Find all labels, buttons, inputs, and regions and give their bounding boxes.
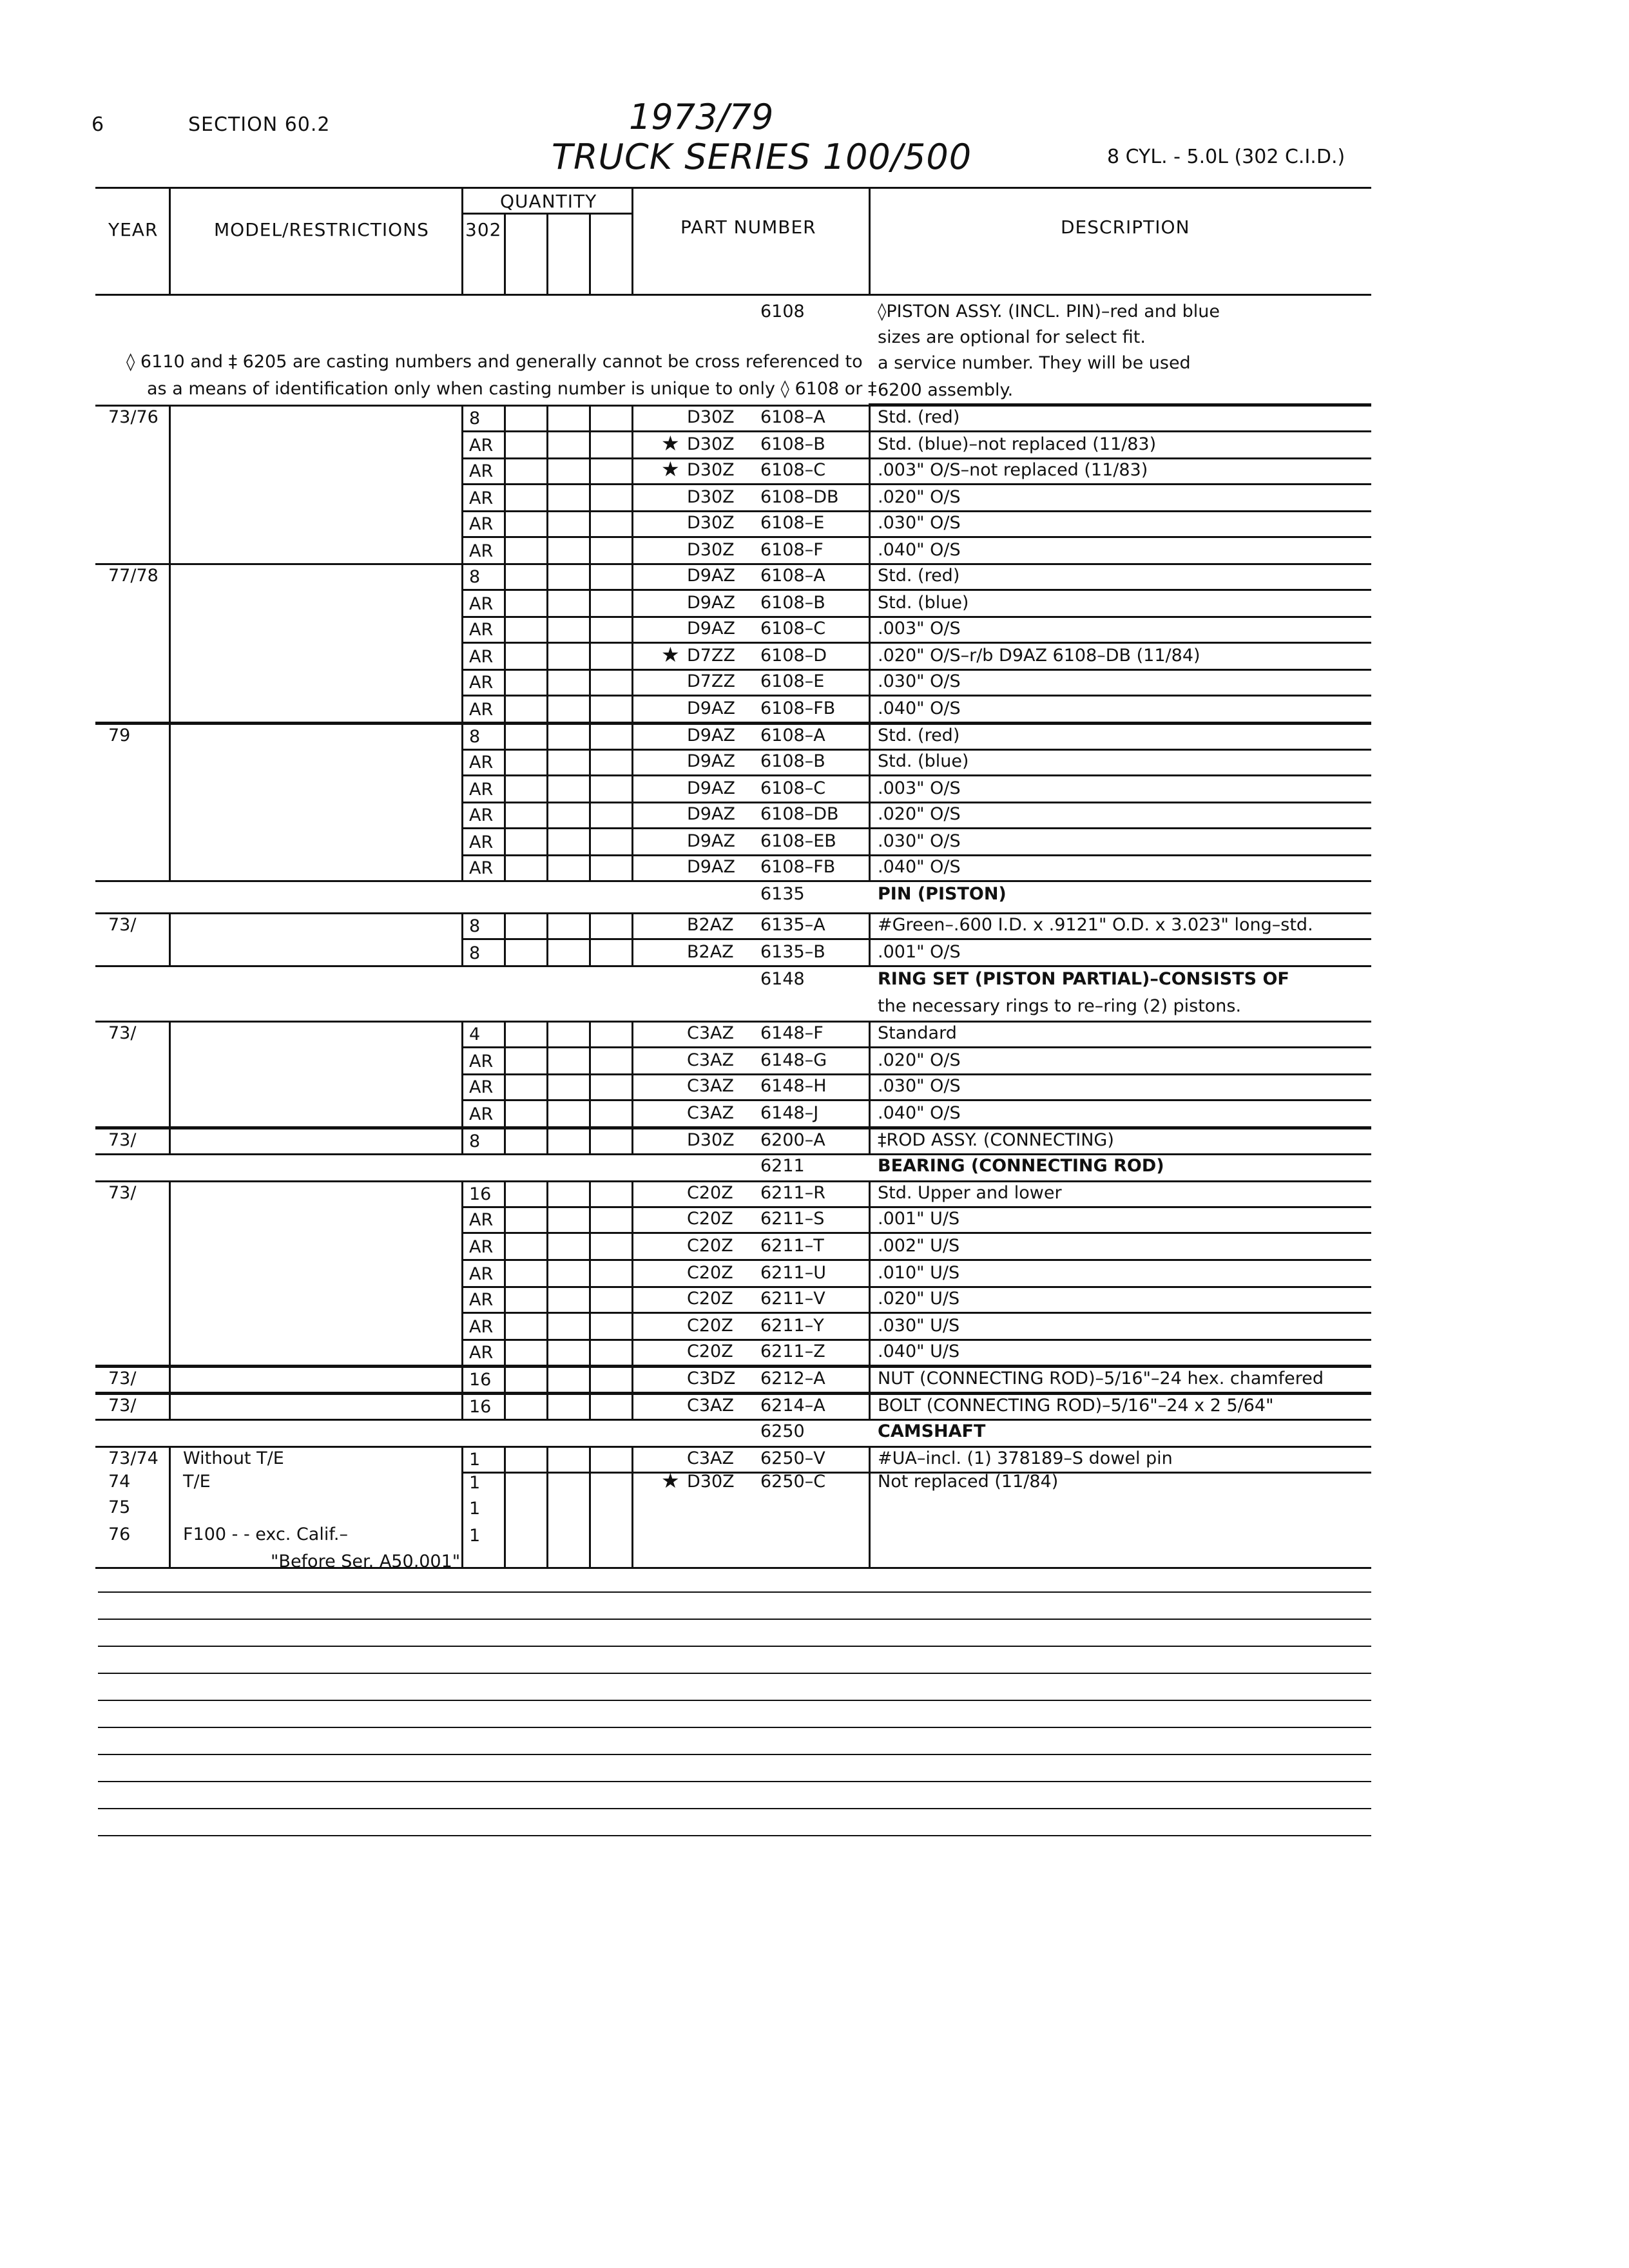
quantity-cell: AR <box>469 700 494 720</box>
section-rule <box>95 294 1371 296</box>
description-cell: .040" O/S <box>878 1103 961 1123</box>
row-rule <box>461 430 1371 432</box>
part-prefix: C20Z <box>687 1341 733 1361</box>
description-cell: .030" O/S <box>878 831 961 851</box>
part-base: 6108–DB <box>760 804 839 824</box>
blank-rule <box>98 1700 1371 1701</box>
description-cell: .040" O/S <box>878 857 961 877</box>
description-cell: Std. (blue)–not replaced (11/83) <box>878 434 1157 454</box>
header-divider <box>631 187 633 294</box>
header-model: MODEL/RESTRICTIONS <box>214 219 429 240</box>
description-cell: .001" U/S <box>878 1209 960 1229</box>
blank-rule <box>98 1673 1371 1674</box>
description-cell: ‡ROD ASSY. (CONNECTING) <box>878 1130 1114 1150</box>
column-divider <box>631 1446 633 1567</box>
group-top-rule <box>95 1128 1371 1129</box>
column-divider <box>589 1366 591 1392</box>
quantity-cell: AR <box>469 461 494 481</box>
part-prefix: C20Z <box>687 1209 733 1229</box>
part-base: 6148–H <box>760 1076 827 1096</box>
quantity-divider <box>589 213 591 294</box>
part-base: 6108–C <box>760 619 826 639</box>
part-base: 6212–A <box>760 1369 825 1389</box>
column-divider <box>869 1366 871 1392</box>
column-divider <box>589 1446 591 1567</box>
model-cell: "Before Ser. A50,001" <box>271 1552 461 1571</box>
description-cell: BOLT (CONNECTING ROD)–5/16"–24 x 2 5/64" <box>878 1396 1274 1416</box>
quantity-cell: 1 <box>469 1450 481 1470</box>
quantity-cell: AR <box>469 541 494 561</box>
part-prefix: C20Z <box>687 1263 733 1283</box>
column-divider <box>461 1446 463 1567</box>
description-cell: Std. (red) <box>878 407 960 427</box>
quantity-cell: AR <box>469 673 494 693</box>
blank-rule <box>98 1835 1371 1836</box>
column-divider <box>631 1128 633 1153</box>
group-top-rule <box>95 723 1371 725</box>
part-prefix: C20Z <box>687 1236 733 1256</box>
part-prefix: C3AZ <box>687 1023 734 1043</box>
description-cell: BEARING (CONNECTING ROD) <box>878 1156 1164 1176</box>
header-year: YEAR <box>108 219 159 240</box>
description-cell: .001" O/S <box>878 942 961 962</box>
star-icon: ★ <box>661 1468 680 1493</box>
column-divider <box>461 1393 463 1419</box>
column-divider <box>869 1393 871 1419</box>
part-base: 6211–R <box>760 1183 825 1203</box>
part-prefix: D9AZ <box>687 698 735 718</box>
column-divider <box>169 1128 171 1153</box>
description-cell: .040" O/S <box>878 540 961 560</box>
model-cell: F100 - - exc. Calif.– <box>183 1524 348 1544</box>
quantity-cell: 16 <box>469 1184 492 1204</box>
part-base: 6211 <box>760 1156 805 1176</box>
quantity-cell: AR <box>469 1237 494 1257</box>
quantity-divider <box>546 213 548 294</box>
part-base: 6108–A <box>760 726 825 745</box>
description-cell: Std. (red) <box>878 726 960 745</box>
row-rule <box>461 802 1371 803</box>
part-base: 6211–U <box>760 1263 826 1283</box>
part-prefix: D30Z <box>687 513 735 533</box>
group-top-rule <box>95 563 1371 565</box>
year-cell: 73/76 <box>108 407 159 427</box>
blank-rule <box>98 1727 1371 1728</box>
row-rule <box>461 1286 1371 1288</box>
description-cell: .002" U/S <box>878 1236 960 1256</box>
group-top-rule <box>95 1393 1371 1395</box>
row-rule <box>461 1259 1371 1261</box>
column-divider <box>546 1446 548 1567</box>
column-divider <box>504 1446 506 1567</box>
part-prefix: D9AZ <box>687 726 735 745</box>
group-bottom-rule <box>95 1567 1371 1569</box>
description-cell: Std. (blue) <box>878 751 969 771</box>
column-divider <box>504 1128 506 1153</box>
part-prefix: D9AZ <box>687 804 735 824</box>
row-rule <box>461 536 1371 538</box>
description-cell: .010" U/S <box>878 1263 960 1283</box>
description-cell: .020" U/S <box>878 1289 960 1309</box>
description-cell: .030" O/S <box>878 1076 961 1096</box>
column-divider <box>504 1393 506 1419</box>
quantity-cell: AR <box>469 620 494 640</box>
part-prefix: D9AZ <box>687 751 735 771</box>
description-cell: PIN (PISTON) <box>878 884 1007 904</box>
part-base: 6148–J <box>760 1103 819 1123</box>
model-cell: T/E <box>183 1472 211 1492</box>
description-cell: CAMSHAFT <box>878 1421 986 1441</box>
group-bottom-rule <box>95 1153 1371 1155</box>
header-divider <box>169 187 171 294</box>
column-divider <box>169 1446 171 1567</box>
quantity-cell: AR <box>469 1077 494 1097</box>
description-cell: #UA–incl. (1) 378189–S dowel pin <box>878 1448 1173 1468</box>
part-prefix: D9AZ <box>687 831 735 851</box>
part-prefix: D9AZ <box>687 857 735 877</box>
group-top-rule <box>95 1180 1371 1182</box>
quantity-cell: AR <box>469 805 494 825</box>
description-cell: RING SET (PISTON PARTIAL)–CONSISTS OF <box>878 969 1289 989</box>
description-cell: NUT (CONNECTING ROD)–5/16"–24 hex. chamfered <box>878 1369 1324 1389</box>
part-prefix: D30Z <box>687 1472 735 1492</box>
group-top-rule <box>95 912 1371 914</box>
group-bottom-rule <box>95 880 1371 882</box>
quantity-divider <box>504 213 506 294</box>
part-base: 6135–A <box>760 915 825 935</box>
description-cell: a service number. They will be used <box>878 353 1191 373</box>
part-prefix: D7ZZ <box>687 646 735 666</box>
part-prefix: C20Z <box>687 1183 733 1203</box>
row-rule <box>461 1232 1371 1234</box>
description-cell: .020" O/S–r/b D9AZ 6108–DB (11/84) <box>878 646 1200 666</box>
year-cell: 73/ <box>108 915 137 935</box>
quantity-cell: AR <box>469 647 494 667</box>
part-base: 6148 <box>760 969 805 989</box>
description-cell: .020" O/S <box>878 1050 961 1070</box>
part-prefix: D30Z <box>687 1130 735 1150</box>
part-prefix: B2AZ <box>687 942 734 962</box>
column-divider <box>546 1366 548 1392</box>
description-cell: sizes are optional for select fit. <box>878 327 1146 347</box>
quantity-cell: 8 <box>469 943 481 963</box>
part-prefix: C3DZ <box>687 1369 736 1389</box>
part-base: 6108–C <box>760 778 826 798</box>
quantity-cell: 8 <box>469 916 481 936</box>
header-divider <box>869 187 871 294</box>
part-prefix: C3AZ <box>687 1050 734 1070</box>
description-cell: .003" O/S–not replaced (11/83) <box>878 460 1148 480</box>
quantity-cell: AR <box>469 1264 494 1284</box>
year-cell: 73/ <box>108 1023 137 1043</box>
header-quantity: QUANTITY <box>500 191 597 212</box>
year-cell: 73/ <box>108 1183 137 1203</box>
quantity-cell: AR <box>469 514 494 534</box>
column-divider <box>169 405 171 563</box>
part-prefix: C3AZ <box>687 1448 734 1468</box>
part-prefix: D9AZ <box>687 593 735 613</box>
column-divider <box>169 1366 171 1392</box>
column-divider <box>169 723 171 880</box>
description-cell: .030" O/S <box>878 671 961 691</box>
part-base: 6211–Z <box>760 1341 825 1361</box>
part-prefix: D30Z <box>687 460 735 480</box>
header-part-number: PART NUMBER <box>680 216 816 238</box>
row-rule <box>461 1099 1371 1101</box>
description-cell: .030" U/S <box>878 1316 960 1336</box>
year-cell: 75 <box>108 1497 131 1517</box>
column-divider <box>631 1393 633 1419</box>
description-cell: Standard <box>878 1023 957 1043</box>
column-divider <box>504 1366 506 1392</box>
row-rule <box>461 695 1371 697</box>
description-cell: .020" O/S <box>878 487 961 507</box>
column-divider <box>546 1128 548 1153</box>
row-rule <box>461 669 1371 671</box>
part-prefix: C20Z <box>687 1316 733 1336</box>
quantity-cell: AR <box>469 858 494 878</box>
blank-rule <box>98 1754 1371 1755</box>
column-divider <box>169 1393 171 1419</box>
column-divider <box>461 1366 463 1392</box>
description-cell: .040" O/S <box>878 698 961 718</box>
blank-rule <box>98 1619 1371 1620</box>
quantity-cell: 1 <box>469 1499 481 1519</box>
part-prefix: D30Z <box>687 487 735 507</box>
row-rule <box>461 1472 1371 1474</box>
part-base: 6108–B <box>760 434 825 454</box>
column-divider <box>169 912 171 965</box>
engine-label: 8 CYL. - 5.0L (302 C.I.D.) <box>1107 146 1345 168</box>
part-base: 6135–B <box>760 942 825 962</box>
group-top-rule <box>95 1446 1371 1448</box>
part-base: 6108–E <box>760 671 825 691</box>
year-cell: 73/ <box>108 1130 137 1150</box>
part-prefix: C3AZ <box>687 1103 734 1123</box>
part-base: 6108–DB <box>760 487 839 507</box>
quantity-cell: AR <box>469 753 494 773</box>
header-divider <box>461 187 463 294</box>
blank-rule <box>98 1591 1371 1593</box>
part-base: 6211–S <box>760 1209 825 1229</box>
quantity-cell: AR <box>469 594 494 614</box>
year-cell: 74 <box>108 1472 131 1492</box>
description-cell: .003" O/S <box>878 619 961 639</box>
part-prefix: D30Z <box>687 407 735 427</box>
quantity-cell: AR <box>469 1104 494 1124</box>
group-bottom-rule <box>95 1419 1371 1421</box>
part-base: 6108–F <box>760 540 824 560</box>
blank-rule <box>98 1808 1371 1809</box>
description-cell: .030" O/S <box>878 513 961 533</box>
row-rule <box>461 457 1371 459</box>
quantity-cell: AR <box>469 780 494 800</box>
part-base: 6200–A <box>760 1130 825 1150</box>
description-cell: Std. (red) <box>878 566 960 586</box>
quantity-cell: 8 <box>469 567 481 587</box>
column-divider <box>869 1446 871 1567</box>
year-cell: 77/78 <box>108 566 159 586</box>
part-prefix: D9AZ <box>687 566 735 586</box>
quantity-cell: AR <box>469 1210 494 1230</box>
section-label: SECTION 60.2 <box>188 113 331 136</box>
part-base: 6211–V <box>760 1289 825 1309</box>
part-prefix: B2AZ <box>687 915 734 935</box>
column-divider <box>589 1393 591 1419</box>
part-base: 6108–A <box>760 566 825 586</box>
header-top-rule <box>95 187 1371 189</box>
row-rule <box>461 1206 1371 1208</box>
column-divider <box>461 1128 463 1153</box>
part-base: 6135 <box>760 884 805 904</box>
description-cell: Std. (blue) <box>878 593 969 613</box>
part-base: 6108–A <box>760 407 825 427</box>
header-qty-302: 302 <box>465 219 502 240</box>
column-divider <box>169 1021 171 1126</box>
group-top-rule <box>95 1021 1371 1023</box>
part-base: 6148–F <box>760 1023 824 1043</box>
blank-rule <box>98 1781 1371 1782</box>
row-rule <box>461 827 1371 829</box>
column-divider <box>169 1180 171 1365</box>
column-divider <box>631 1366 633 1392</box>
year-cell: 73/ <box>108 1396 137 1416</box>
group-bottom-rule <box>95 965 1371 967</box>
group-top-rule <box>95 405 1371 407</box>
footnote-line-1: ◊ 6110 and ‡ 6205 are casting numbers and generally cannot be cross referenced to <box>126 352 863 372</box>
part-base: 6250 <box>760 1421 805 1441</box>
quantity-cell: AR <box>469 1343 494 1363</box>
part-prefix: D9AZ <box>687 778 735 798</box>
part-base: 6250–C <box>760 1472 826 1492</box>
title-series: TRUCK SERIES 100/500 <box>552 137 972 177</box>
quantity-cell: 8 <box>469 727 481 747</box>
row-rule <box>461 589 1371 591</box>
description-cell: #Green–.600 I.D. x .9121" O.D. x 3.023" long–std. <box>878 915 1313 935</box>
row-rule <box>461 1046 1371 1048</box>
page-number: 6 <box>92 113 104 136</box>
blank-rule <box>98 1646 1371 1647</box>
row-rule <box>461 1312 1371 1314</box>
row-rule <box>461 1339 1371 1341</box>
star-icon: ★ <box>661 457 680 481</box>
quantity-cell: 8 <box>469 1131 481 1151</box>
footnote-line-2: as a means of identification only when casting number is unique to only ◊ 6108 or ‡ <box>147 379 877 399</box>
part-prefix: C3AZ <box>687 1396 734 1416</box>
column-divider <box>546 1393 548 1419</box>
part-base: 6108–FB <box>760 698 836 718</box>
column-divider <box>869 1128 871 1153</box>
part-base: 6250–V <box>760 1448 825 1468</box>
description-cell: .003" O/S <box>878 778 961 798</box>
part-prefix: D30Z <box>687 434 735 454</box>
row-rule <box>461 616 1371 618</box>
year-cell: 73/ <box>108 1369 137 1389</box>
part-base: 6108–D <box>760 646 827 666</box>
quantity-cell: AR <box>469 832 494 852</box>
model-cell: Without T/E <box>183 1448 284 1468</box>
description-cell: Not replaced (11/84) <box>878 1472 1059 1492</box>
part-prefix: C20Z <box>687 1289 733 1309</box>
part-prefix: C3AZ <box>687 1076 734 1096</box>
part-base: 6108–EB <box>760 831 836 851</box>
description-cell: ◊PISTON ASSY. (INCL. PIN)–red and blue <box>878 302 1220 322</box>
quantity-cell: AR <box>469 1052 494 1072</box>
quantity-cell: 1 <box>469 1473 481 1493</box>
star-icon: ★ <box>661 431 680 456</box>
part-prefix: D7ZZ <box>687 671 735 691</box>
quantity-cell: 1 <box>469 1526 481 1546</box>
title-years: 1973/79 <box>629 97 774 137</box>
description-cell: .040" U/S <box>878 1341 960 1361</box>
year-cell: 76 <box>108 1524 131 1544</box>
part-base: 6211–T <box>760 1236 824 1256</box>
row-rule <box>461 749 1371 751</box>
part-base: 6148–G <box>760 1050 827 1070</box>
part-base: 6108 <box>760 302 805 322</box>
quantity-cell: 4 <box>469 1024 481 1044</box>
quantity-cell: 16 <box>469 1370 492 1390</box>
year-cell: 79 <box>108 726 131 745</box>
header-description: DESCRIPTION <box>1061 216 1190 238</box>
quantity-cell: AR <box>469 1290 494 1310</box>
quantity-cell: 16 <box>469 1397 492 1417</box>
part-base: 6211–Y <box>760 1316 824 1336</box>
row-rule <box>461 854 1371 856</box>
row-rule <box>461 938 1371 940</box>
part-base: 6108–B <box>760 751 825 771</box>
star-icon: ★ <box>661 642 680 667</box>
quantity-cell: AR <box>469 1317 494 1337</box>
year-cell: 73/74 <box>108 1448 159 1468</box>
description-cell: 6200 assembly. <box>878 380 1014 400</box>
row-rule <box>461 1073 1371 1075</box>
part-base: 6214–A <box>760 1396 825 1416</box>
part-prefix: D30Z <box>687 540 735 560</box>
column-divider <box>589 1128 591 1153</box>
part-base: 6108–C <box>760 460 826 480</box>
part-base: 6108–E <box>760 513 825 533</box>
group-top-rule <box>95 1366 1371 1368</box>
description-cell: .020" O/S <box>878 804 961 824</box>
description-cell: the necessary rings to re–ring (2) pistons. <box>878 996 1242 1016</box>
row-rule <box>461 483 1371 485</box>
part-prefix: D9AZ <box>687 619 735 639</box>
part-base: 6108–FB <box>760 857 836 877</box>
row-rule <box>461 774 1371 776</box>
description-cell: Std. Upper and lower <box>878 1183 1062 1203</box>
row-rule <box>461 642 1371 644</box>
row-rule <box>461 510 1371 512</box>
quantity-cell: AR <box>469 488 494 508</box>
column-divider <box>169 563 171 722</box>
quantity-cell: 8 <box>469 408 481 428</box>
part-base: 6108–B <box>760 593 825 613</box>
quantity-cell: AR <box>469 436 494 456</box>
